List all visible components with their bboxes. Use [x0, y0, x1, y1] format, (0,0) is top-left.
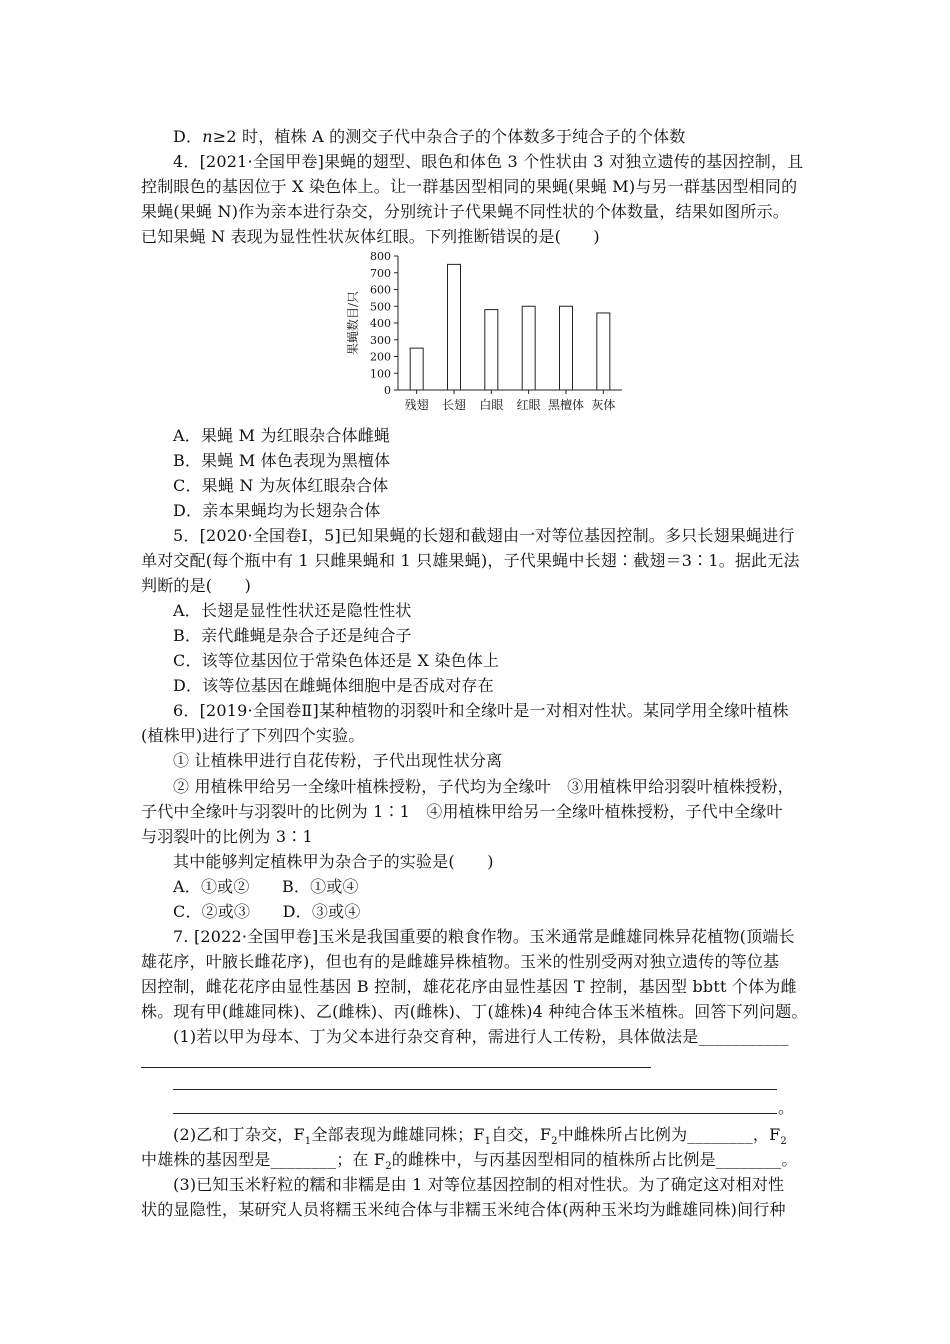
text-run: (2)乙和丁杂交，F: [173, 1125, 305, 1144]
answer-blank-line: [173, 1089, 777, 1090]
variable-n: n: [202, 127, 213, 146]
y-tick-label: 600: [370, 283, 391, 297]
x-tick-label: 灰体: [591, 398, 616, 412]
x-tick-label: 白眼: [479, 398, 504, 412]
q6-stem-line: 6．[2019·全国卷Ⅱ]某种植物的羽裂叶和全缘叶是一对相对性状。某同学用全缘叶植株: [173, 701, 789, 720]
bar-1: [410, 348, 423, 390]
option-text: ≥2 时，植株 A 的测交子代中杂合子的个体数多于纯合子的个体数: [212, 127, 686, 146]
q3-option-d: [173, 126, 686, 148]
y-tick-label: 700: [370, 266, 391, 280]
q4-option-c: C．果蝇 N 为灰体红眼杂合体: [173, 476, 389, 495]
bar-3: [485, 310, 498, 390]
subscript: 2: [551, 1136, 558, 1148]
y-tick-label: 800: [370, 250, 391, 263]
q4-option-b: B．果蝇 M 体色表现为黑檀体: [173, 451, 391, 470]
x-tick-label: 黑檀体: [547, 398, 585, 412]
text-run: 中雌株所占比例为________，F: [557, 1125, 781, 1144]
q5-stem-line: 判断的是( ): [141, 576, 252, 595]
x-tick-label: 红眼: [516, 398, 541, 412]
y-tick-label: 100: [370, 367, 391, 381]
x-tick-label: 残翅: [404, 398, 429, 412]
end-period: 。: [778, 1098, 795, 1117]
subscript: 1: [304, 1136, 312, 1148]
q7-stem-line: 雄花序，叶腋长雌花序)，但也有的是雌雄异株植物。玉米的性别受两对独立遗传的等位基: [141, 952, 780, 971]
q4-stem-line: 4．[2021·全国甲卷]果蝇的翅型、眼色和体色 3 个性状由 3 对独立遗传的基因控制，且: [173, 152, 804, 171]
q4-stem-line: 果蝇(果蝇 N)作为亲本进行杂交，分别统计子代果蝇不同性状的个体数量，结果如图所示。: [141, 202, 789, 221]
y-tick-label: 300: [370, 333, 391, 347]
q6-experiment-4: 与羽裂叶的比例为 3∶1: [141, 827, 313, 846]
q7-part-2-line-1: [173, 1124, 787, 1146]
q5-stem-line: 5．[2020·全国卷Ⅰ，5]已知果蝇的长翅和截翅由一对等位基因控制。多只长翅果蝇进行: [173, 526, 795, 545]
y-tick-label: 0: [384, 384, 391, 397]
subscript: 1: [484, 1136, 492, 1148]
bar-chart: [338, 248, 638, 413]
q4-stem-line: 已知果蝇 N 表现为显性性状灰体红眼。下列推断错误的是( ): [141, 227, 600, 246]
subscript: 2: [780, 1136, 787, 1148]
y-tick-label: 200: [370, 350, 391, 364]
q5-stem-line: 单对交配(每个瓶中有 1 只雌果蝇和 1 只雄果蝇)，子代果蝇中长翅∶截翅＝3∶1。据此无法: [141, 551, 800, 570]
q7-part-1: (1)若以甲为母本、丁为父本进行杂交育种，需进行人工传粉，具体做法是___________: [173, 1027, 789, 1046]
bar-2: [448, 264, 461, 390]
q7-stem-line: 7. [2022·全国甲卷]玉米是我国重要的粮食作物。玉米通常是雌雄同株异花植物(顶端长: [173, 927, 795, 946]
y-axis-label: 果蝇数目/只: [346, 290, 360, 356]
q5-option-a: A．长翅是显性性状还是隐性性状: [173, 601, 412, 620]
q6-stem-line: (植株甲)进行了下列四个实验。: [141, 726, 365, 745]
q5-option-b: B．亲代雌蝇是杂合子还是纯合子: [173, 626, 412, 645]
q6-experiment-2-3: ② 用植株甲给另一全缘叶植株授粉，子代均为全缘叶 ③用植株甲给羽裂叶植株授粉，: [173, 777, 794, 796]
y-tick-label: 500: [370, 300, 391, 314]
answer-blank-line: [173, 1113, 777, 1114]
q7-part-3-line: 状的显隐性，某研究人员将糯玉米纯合体与非糯玉米纯合体(两种玉米均为雌雄同株)间行种: [141, 1200, 786, 1219]
x-tick-label: 长翅: [441, 398, 467, 412]
bar-6: [597, 313, 610, 390]
q4-stem-line: 控制眼色的基因位于 X 染色体上。让一群基因型相同的果蝇(果蝇 M)与另一群基因型相同的: [141, 177, 798, 196]
text-run: 的雌株中，与丙基因型相同的植株所占比例是________。: [391, 1150, 798, 1169]
q6-experiment-1: ① 让植株甲进行自花传粉，子代出现性状分离: [173, 751, 503, 770]
option-prefix: D．: [173, 127, 203, 146]
q7-part-3-line: (3)已知玉米籽粒的糯和非糯是由 1 对等位基因控制的相对性状。为了确定这对相对性: [173, 1175, 785, 1194]
q5-option-c: C．该等位基因位于常染色体还是 X 染色体上: [173, 651, 500, 670]
q4-option-a: A．果蝇 M 为红眼杂合体雌蝇: [173, 426, 391, 445]
q6-options-row-1: A．①或② B．①或④: [173, 877, 359, 896]
q6-experiment-3-4: 子代中全缘叶与羽裂叶的比例为 1∶1 ④用植株甲给另一全缘叶植株授粉，子代中全缘叶: [141, 802, 783, 821]
bar-4: [522, 306, 535, 390]
q7-stem-line: 株。现有甲(雌雄同株)、乙(雌株)、丙(雌株)、丁(雄株)4 种纯合体玉米植株。回答下列问题。: [141, 1002, 808, 1021]
q4-option-d: D．亲本果蝇均为长翅杂合体: [173, 501, 381, 520]
q6-options-row-2: C．②或③ D．③或④: [173, 902, 361, 921]
subscript: 2: [385, 1161, 392, 1173]
q7-stem-line: 因控制，雌花花序由显性基因 B 控制，雄花花序由显性基因 T 控制，基因型 bbtt 个体为雌: [141, 977, 797, 996]
q7-part-2-line-2: [141, 1149, 798, 1171]
text-run: 中雄株的基因型是________；在 F: [141, 1150, 386, 1169]
q6-question: 其中能够判定植株甲为杂合子的实验是( ): [173, 852, 494, 871]
y-tick-label: 400: [370, 317, 391, 330]
text-run: 自交，F: [491, 1125, 552, 1144]
q5-option-d: D．该等位基因在雌蝇体细胞中是否成对存在: [173, 676, 494, 695]
text-run: 全部表现为雌雄同株；F: [311, 1125, 485, 1144]
bar-5: [560, 306, 573, 390]
answer-blank-line: [141, 1067, 651, 1068]
